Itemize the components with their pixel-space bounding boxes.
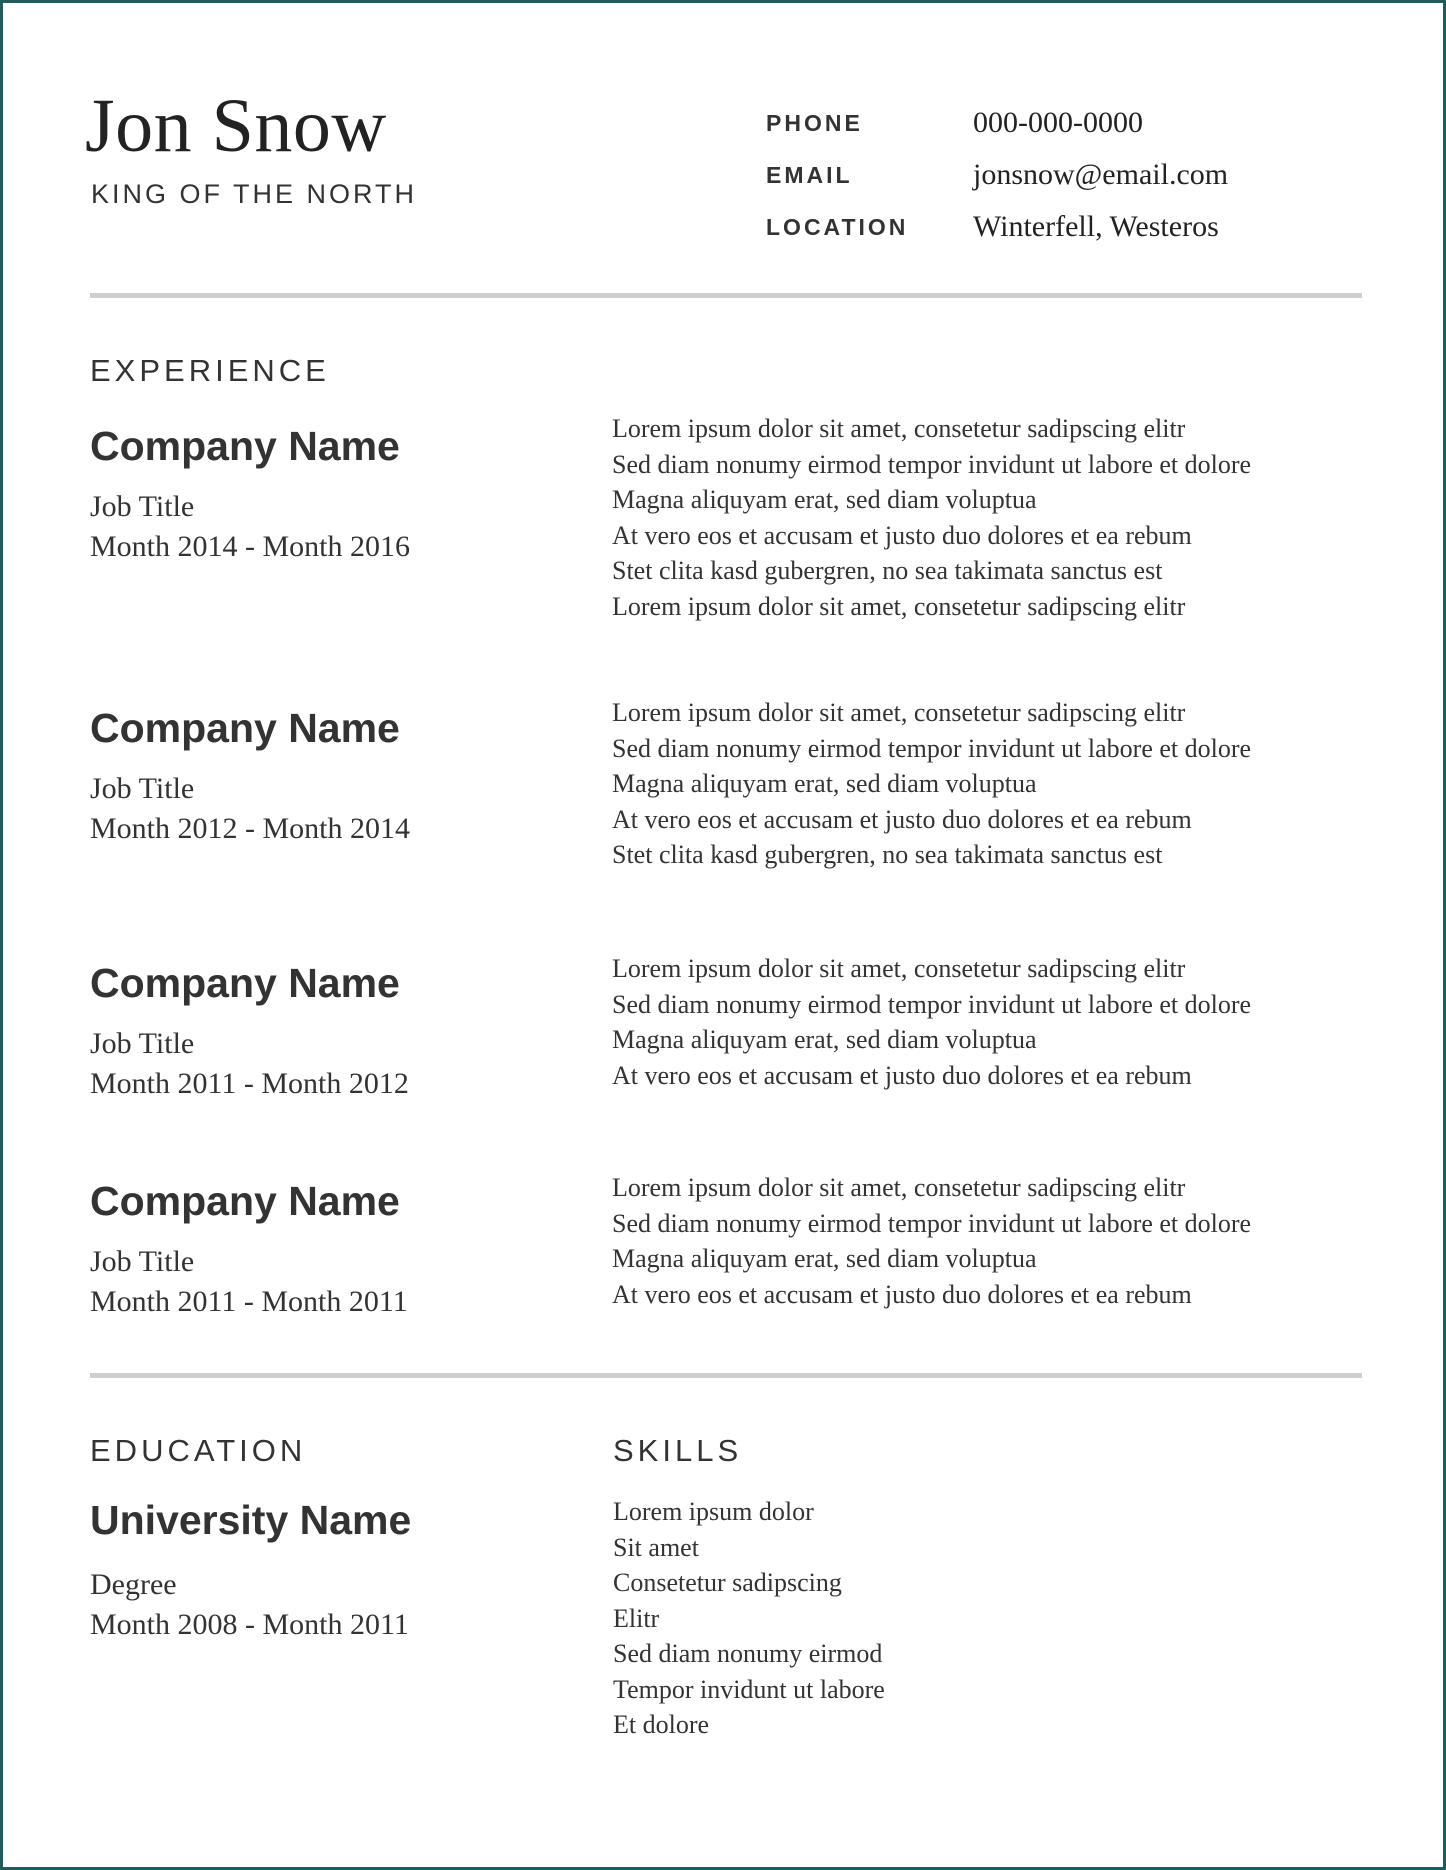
skill-item: Lorem ipsum dolor xyxy=(613,1497,814,1526)
job-description-line: Magna aliquyam erat, sed diam voluptua xyxy=(612,1025,1037,1054)
job-entry-4 xyxy=(90,1176,408,1322)
contact-block xyxy=(766,97,1228,253)
skill-item: Tempor invidunt ut labore xyxy=(613,1674,885,1704)
job-description-line: Sed diam nonumy eirmod tempor invidunt ut labore et dolore xyxy=(612,1208,1252,1238)
education-entry xyxy=(90,1495,411,1645)
job-title: Job Title xyxy=(90,1245,195,1278)
job-description-line: At vero eos et accusam et justo duo dolores et ea rebum xyxy=(612,1279,1192,1309)
contact-row-phone xyxy=(766,97,1228,149)
job-title: Job Title xyxy=(90,1027,195,1060)
job-dates: Month 2012 - Month 2014 xyxy=(90,812,411,845)
job-company: Company Name xyxy=(90,705,400,751)
phone-label: PHONE xyxy=(766,109,863,136)
job-description-4 xyxy=(612,1170,1251,1312)
degree: Degree xyxy=(90,1568,177,1601)
job-description-line: Sed diam nonumy eirmod tempor invidunt ut labore et dolore xyxy=(612,989,1252,1019)
job-description-line: Magna aliquyam erat, sed diam voluptua xyxy=(612,1244,1037,1273)
candidate-name: Jon Snow xyxy=(85,84,387,168)
job-description-line: Magna aliquyam erat, sed diam voluptua xyxy=(612,485,1037,514)
skill-item: Sit amet xyxy=(613,1532,699,1562)
job-description-line: At vero eos et accusam et justo duo dolores et ea rebum xyxy=(612,520,1192,550)
skills-list xyxy=(613,1494,885,1743)
job-description-line: Lorem ipsum dolor sit amet, consetetur sadipscing elitr xyxy=(612,698,1186,727)
job-description-2 xyxy=(612,695,1251,873)
job-description-line: At vero eos et accusam et justo duo dolores et ea rebum xyxy=(612,1060,1192,1090)
location-value: Winterfell, Westeros xyxy=(973,210,1219,243)
header-divider xyxy=(90,293,1362,298)
university-name: University Name xyxy=(90,1497,412,1543)
job-description-line: Lorem ipsum dolor sit amet, consetetur sadipscing elitr xyxy=(612,414,1186,443)
education-dates: Month 2008 - Month 2011 xyxy=(90,1608,409,1641)
job-description-line: Magna aliquyam erat, sed diam voluptua xyxy=(612,769,1037,798)
job-dates: Month 2011 - Month 2011 xyxy=(90,1285,408,1318)
job-description-line: Stet clita kasd gubergren, no sea takimata sanctus est xyxy=(612,840,1163,869)
job-dates: Month 2011 - Month 2012 xyxy=(90,1067,409,1100)
candidate-tagline: KING OF THE NORTH xyxy=(91,179,418,209)
job-entry-2 xyxy=(90,703,410,849)
job-description-line: Lorem ipsum dolor sit amet, consetetur sadipscing elitr xyxy=(612,1173,1186,1202)
job-description-line: Sed diam nonumy eirmod tempor invidunt ut labore et dolore xyxy=(612,733,1252,763)
job-company: Company Name xyxy=(90,960,400,1006)
job-description-line: At vero eos et accusam et justo duo dolores et ea rebum xyxy=(612,804,1192,834)
experience-heading: EXPERIENCE xyxy=(90,353,330,388)
job-description-3 xyxy=(612,951,1251,1093)
education-heading: EDUCATION xyxy=(90,1433,307,1468)
job-title: Job Title xyxy=(90,490,195,523)
job-description-line: Lorem ipsum dolor sit amet, consetetur sadipscing elitr xyxy=(612,591,1186,621)
skill-item: Sed diam nonumy eirmod xyxy=(613,1639,883,1668)
skills-heading: SKILLS xyxy=(613,1433,743,1468)
job-company: Company Name xyxy=(90,423,400,469)
job-description-line: Stet clita kasd gubergren, no sea takimata sanctus est xyxy=(612,556,1163,585)
skill-item: Consetetur sadipscing xyxy=(613,1568,842,1597)
contact-row-location xyxy=(766,201,1228,253)
job-title: Job Title xyxy=(90,772,195,805)
job-dates: Month 2014 - Month 2016 xyxy=(90,530,411,563)
experience-divider xyxy=(90,1373,1362,1378)
contact-row-email xyxy=(766,149,1228,201)
job-description-1 xyxy=(612,411,1251,624)
email-value: jonsnow@email.com xyxy=(973,158,1229,191)
location-label: LOCATION xyxy=(766,213,909,240)
phone-value: 000-000-0000 xyxy=(973,106,1143,139)
email-label: EMAIL xyxy=(766,161,853,188)
skill-item: Et dolore xyxy=(613,1710,710,1739)
job-entry-1 xyxy=(90,421,410,567)
job-entry-3 xyxy=(90,958,409,1104)
job-company: Company Name xyxy=(90,1178,400,1224)
job-description-line: Lorem ipsum dolor sit amet, consetetur sadipscing elitr xyxy=(612,954,1186,983)
job-description-line: Sed diam nonumy eirmod tempor invidunt ut labore et dolore xyxy=(612,449,1252,479)
skill-item: Elitr xyxy=(613,1603,660,1633)
